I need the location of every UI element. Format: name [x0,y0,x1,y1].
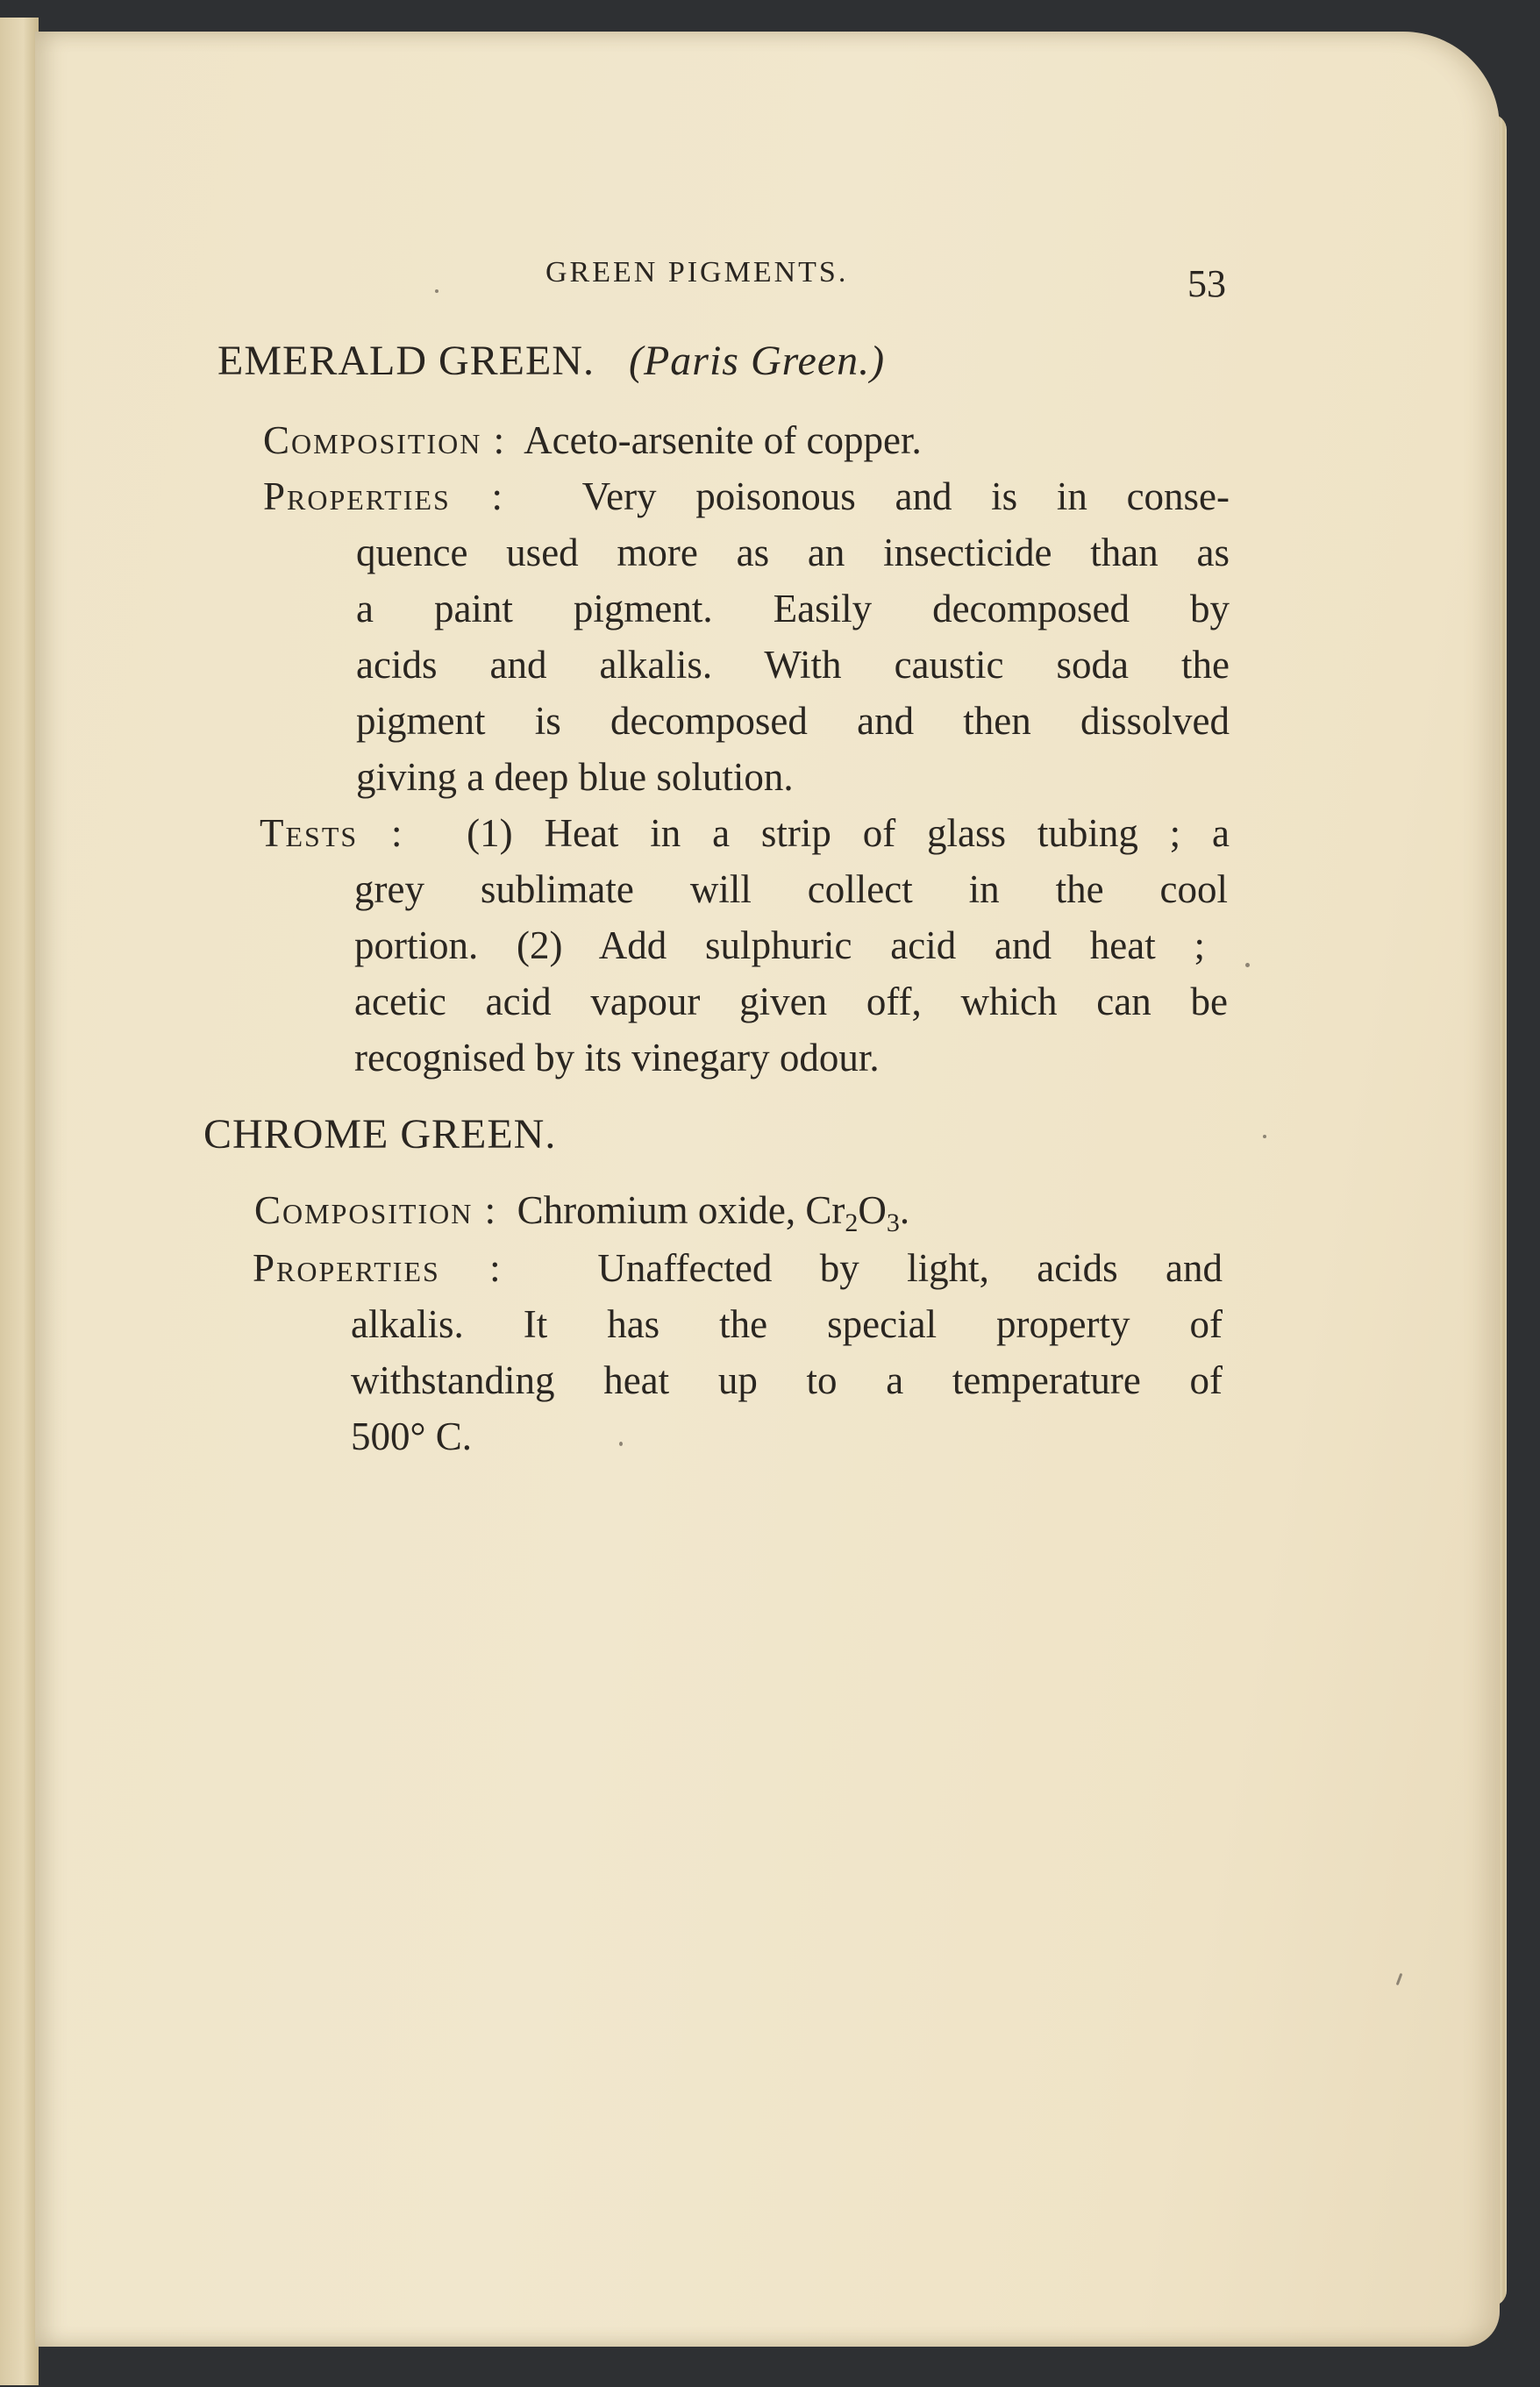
paper-speck [619,1442,623,1446]
composition-label: Composition : [254,1188,498,1232]
paper-speck [1245,963,1250,967]
left-page-edge [0,18,39,2385]
formula-subscript: 2 [845,1208,859,1237]
formula-oxygen: O [858,1188,887,1232]
chrome-properties-first-line [253,1245,1223,1291]
tests-line: (1) Heat in a strip of glass tubing ; a [467,811,1230,855]
properties-line: acids and alkalis. With caustic soda the [356,643,1230,687]
properties-line: quence used more as an insecticide than as [356,531,1230,574]
properties-line: withstanding heat up to a temperature of [351,1358,1223,1402]
page-number: 53 [1187,262,1226,305]
composition-text: Chromium oxide, Cr [517,1188,845,1232]
emerald-tests-first-line [260,810,1230,856]
tests-line: grey sublimate will collect in the cool [354,867,1228,911]
running-head: GREEN PIGMENTS. [545,256,849,289]
properties-line: a paint pigment. Easily decomposed by [356,587,1230,631]
emerald-composition [263,417,922,463]
properties-label: Properties : [263,474,504,518]
paper-speck [1263,1135,1266,1138]
properties-line: Unaffected by light, acids and [597,1246,1223,1290]
tests-line: acetic acid vapour given off, which can be [354,980,1228,1023]
emerald-green-title: EMERALD GREEN. [217,338,595,384]
emerald-properties-first-line [263,474,1230,519]
tests-line: portion. (2) Add sulphuric acid and heat ; [354,923,1205,967]
chrome-composition [254,1187,909,1238]
formula-subscript: 3 [886,1208,900,1237]
emerald-green-heading [217,337,885,385]
tests-line: recognised by its vinegary odour. [354,1036,880,1079]
properties-line: Very poisonous and is in conse- [581,474,1230,518]
properties-line: 500° C. [351,1414,473,1458]
properties-line: alkalis. It has the special property of [351,1302,1223,1346]
properties-line: giving a deep blue solution. [356,755,794,799]
composition-text: Aceto-arsenite of copper. [524,418,922,462]
properties-line: pigment is decomposed and then dissolved [356,699,1230,743]
emerald-green-subtitle: (Paris Green.) [628,338,886,384]
properties-label: Properties : [253,1246,503,1290]
composition-label: Composition : [263,418,507,462]
formula-end: . [899,1188,910,1232]
chrome-green-title: CHROME GREEN. [203,1111,557,1158]
tests-label: Tests : [260,811,404,855]
paper-speck [435,289,438,293]
